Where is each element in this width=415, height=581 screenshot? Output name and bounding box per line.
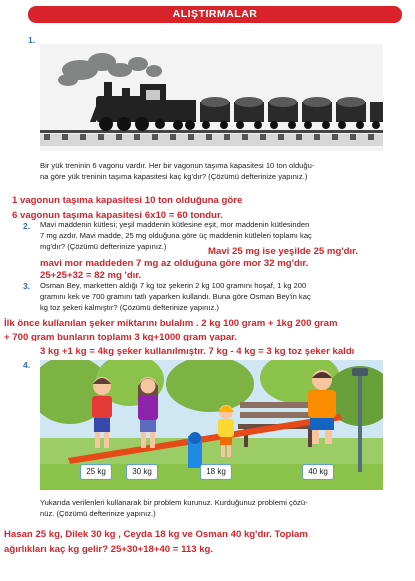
answer-3-line-2: + 700 gram bunların toplamı 3 kg+1000 gram yapar. [4,332,238,341]
text-line: 7 mg azdır. Mavi madde, 25 mg olduğuna göre üç maddenin kütleleri toplamı kaç [40,231,312,241]
answer-1-line-1: 1 vagonun taşıma kapasitesi 10 ton olduğuna göre [12,195,243,206]
weight-label-dilek: 30 kg [126,464,158,480]
answer-3-line-3: 3 kg +1 kg = 4kg şeker kullanılmıştır. 7 kg - 4 kg = 3 kg toz şeker kaldı [40,346,355,357]
text-line: Yukarıda verilenleri kullanarak bir problem kurunuz. Kurduğunuz problemi çözü- [40,498,308,507]
title-bar [28,6,402,23]
answer-2-line-2: 25+25+32 = 82 mg 'dır. [40,270,142,281]
question-1-text [40,160,392,182]
weight-label-hasan: 25 kg [80,464,112,480]
answer-4-line-2: ağırlıkları kaç kg gelir? 25+30+18+40 = 113 kg. [4,544,214,555]
page-title: ALIŞTIRMALAR [172,8,258,20]
text-line: Osman Bey, marketten aldığı 7 kg toz şekerin 2 kg 100 gramını hoşaf, 1 kg 200 [40,281,307,290]
answer-4-line-1: Hasan 25 kg, Dilek 30 kg , Ceyda 18 kg ve Osman 40 kg'dır. Toplam [4,529,308,540]
text-line: mg'dır? (Çözümü defterinize yapınız.) [40,242,167,252]
train-illustration [40,44,383,151]
text-line: nüz. (Çözümü defterinize yapınız.) [40,509,156,519]
question-2-number: 2. [23,221,31,231]
seesaw-illustration [40,360,383,490]
text-line: gramını kek ve 700 gramını tatlı yaparken kullandı. Buna göre Osman Bey'in kaç [40,292,311,302]
question-1-number: 1. [28,35,36,45]
weight-label-ceyda: 18 kg [200,464,232,480]
question-3-number: 3. [23,281,31,291]
answer-1-line-2: 6 vagonun taşıma kapasitesi 6x10 = 60 tondur. [12,210,223,221]
text-line: kg toz şekeri kalmıştır? (Çözümü defterinize yapınız.) [40,303,219,313]
answer-2-inline: Mavi 25 mg ise yeşilde 25 mg'dır. [208,246,358,257]
answer-3-line-1: İlk önce kullanılan şeker miktarını bulalım . 2 kg 100 gram + 1kg 200 gram [4,318,338,329]
question-4-number: 4. [23,360,31,370]
text-line: na göre yük treninin taşıma kapasitesi kaç kg'dır? (Çözümü defterinize yapınız.) [40,172,308,182]
text-line: Mavi maddenin kütlesi; yeşil maddenin kütlesine eşit, mor maddenin kütlesinden [40,220,310,229]
question-4-text [40,497,390,519]
answer-2-line-1: mavi mor maddeden 7 mg az olduğuna göre mor 32 mg'dır. [40,258,309,269]
text-line: Bir yük treninin 6 vagonu vardır. Her bir vagonun taşıma kapasitesi 10 ton olduğu- [40,161,315,170]
question-3-text [40,280,390,314]
weight-label-osman: 40 kg [302,464,334,480]
